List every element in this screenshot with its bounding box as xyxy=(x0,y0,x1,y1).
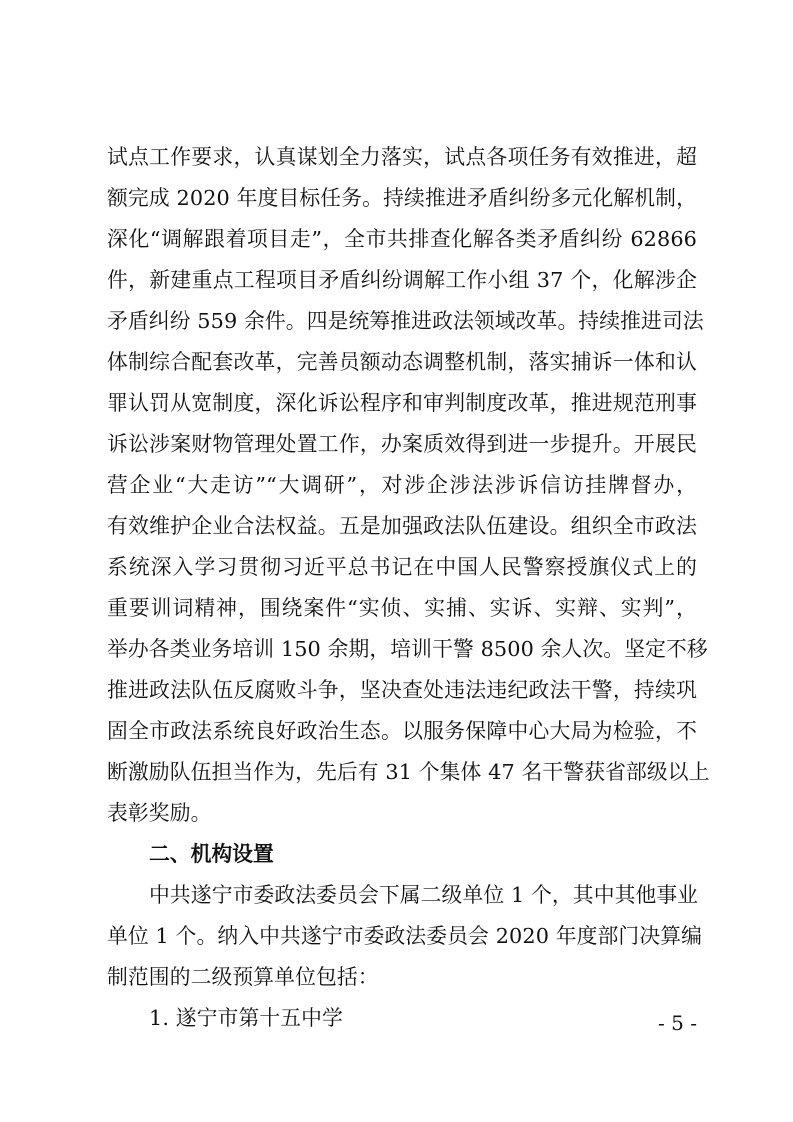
paragraph-1-line-4: 件，新建重点工程项目矛盾纠纷调解工作小组 37 个，化解涉企 xyxy=(107,268,697,292)
paragraph-1-line-11: 系统深入学习贯彻习近平总书记在中国人民警察授旗仪式上的 xyxy=(107,555,697,579)
paragraph-1-line-8: 诉讼涉案财物管理处置工作，办案质效得到进一步提升。开展民 xyxy=(107,432,697,456)
list-item: 1. 遂宁市第十五中学 xyxy=(149,1006,343,1030)
paragraph-1-line-15: 固全市政法系统良好政治生态。以服务保障中心大局为检验，不 xyxy=(107,719,697,743)
section-heading: 二、机构设置 xyxy=(149,842,274,866)
paragraph-2-line-3: 制范围的二级预算单位包括： xyxy=(107,965,379,989)
paragraph-2-line-1: 中共遂宁市委政法委员会下属二级单位 1 个，其中其他事业 xyxy=(149,883,699,907)
paragraph-1-line-12: 重要训词精神，围绕案件“实侦、实捕、实诉、实辩、实判”， xyxy=(107,596,697,620)
paragraph-1-line-1: 试点工作要求，认真谋划全力落实，试点各项任务有效推进，超 xyxy=(107,145,697,169)
paragraph-1-line-2: 额完成 2020 年度目标任务。持续推进矛盾纠纷多元化解机制， xyxy=(107,186,697,210)
paragraph-1-line-10: 有效维护企业合法权益。五是加强政法队伍建设。组织全市政法 xyxy=(107,514,697,538)
paragraph-1-line-5: 矛盾纠纷 559 余件。四是统筹推进政法领域改革。持续推进司法 xyxy=(107,309,704,333)
paragraph-2-line-2: 单位 1 个。纳入中共遂宁市委政法委员会 2020 年度部门决算编 xyxy=(107,924,703,948)
paragraph-1-line-13: 举办各类业务培训 150 余期，培训干警 8500 余人次。坚定不移 xyxy=(107,637,708,661)
paragraph-1-line-7: 罪认罚从宽制度，深化诉讼程序和审判制度改革，推进规范刑事 xyxy=(107,391,697,415)
paragraph-1-line-9: 营企业“大走访”“大调研”，对涉企涉法涉诉信访挂牌督办， xyxy=(107,473,697,497)
paragraph-1-line-6: 体制综合配套改革，完善员额动态调整机制，落实捕诉一体和认 xyxy=(107,350,697,374)
paragraph-1-line-16: 断激励队伍担当作为，先后有 31 个集体 47 名干警获省部级以上 xyxy=(107,760,710,784)
paragraph-1-line-17: 表彰奖励。 xyxy=(107,801,212,825)
page-number: - 5 - xyxy=(658,1011,697,1035)
paragraph-1-line-14: 推进政法队伍反腐败斗争，坚决查处违法违纪政法干警，持续巩 xyxy=(107,678,697,702)
paragraph-1-line-3: 深化“调解跟着项目走”，全市共排查化解各类矛盾纠纷 62866 xyxy=(107,227,697,251)
